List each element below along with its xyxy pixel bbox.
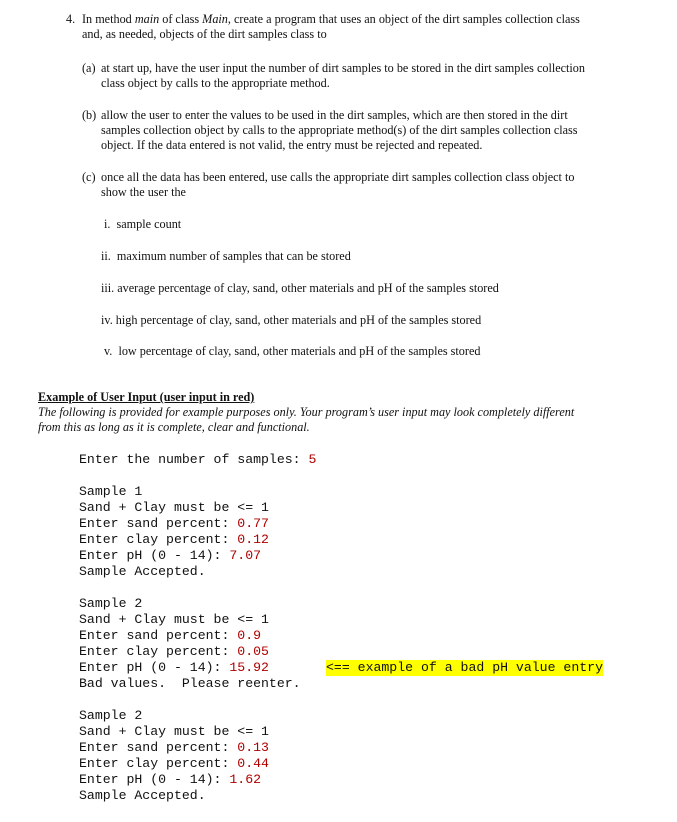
- part-b-line3: object. If the data entered is not valid, the entry must be rejected and repeated.: [101, 138, 483, 152]
- console-s1-ph: Enter pH (0 - 14): 7.07: [79, 548, 262, 563]
- item4-line1: In method main of class Main, create a program that uses an object of the dirt samples collection class: [82, 12, 580, 26]
- console-s2a-ph: Enter pH (0 - 14): 15.92: [79, 660, 269, 675]
- part-c-line2: show the user the: [101, 185, 186, 199]
- example-note-line1: The following is provided for example purposes only. Your program’s user input may look completely different: [38, 405, 575, 419]
- console-s2a-sand: Enter sand percent: 0.9: [79, 628, 262, 643]
- part-c-label: (c): [82, 170, 96, 184]
- console-s1-title: Sample 1: [79, 484, 143, 499]
- example-note-line2: from this as long as it is complete, clear and functional.: [38, 420, 310, 434]
- console-s1-rule: Sand + Clay must be <= 1: [79, 500, 269, 515]
- console-s2b-sand: Enter sand percent: 0.13: [79, 740, 269, 755]
- console-s2b-ph: Enter pH (0 - 14): 1.62: [79, 772, 262, 787]
- console-s2a-rule: Sand + Clay must be <= 1: [79, 612, 269, 627]
- console-s2b-clay: Enter clay percent: 0.44: [79, 756, 269, 771]
- console-s1-sand: Enter sand percent: 0.77: [79, 516, 269, 531]
- part-b-line2: samples collection object by calls to the appropriate method(s) of the dirt samples collection class: [101, 123, 578, 137]
- console-s1-clay: Enter clay percent: 0.12: [79, 532, 269, 547]
- subitem-v: v. low percentage of clay, sand, other materials and pH of the samples stored: [104, 344, 481, 358]
- console-s2b-result: Sample Accepted.: [79, 788, 206, 803]
- subitem-iv: iv. high percentage of clay, sand, other materials and pH of the samples stored: [101, 313, 482, 327]
- part-a-line1: at start up, have the user input the number of dirt samples to be stored in the dirt samples collection: [101, 61, 585, 75]
- part-b-line1: allow the user to enter the values to be used in the dirt samples, which are then stored in the dirt: [101, 108, 568, 122]
- subitem-iii: iii. average percentage of clay, sand, other materials and pH of the samples stored: [101, 281, 499, 295]
- bad-ph-annotation: <== example of a bad pH value entry: [326, 660, 603, 675]
- console-s2a-result: Bad values. Please reenter.: [79, 676, 301, 691]
- part-a-label: (a): [82, 61, 96, 75]
- console-s1-result: Sample Accepted.: [79, 564, 206, 579]
- item-number: 4.: [66, 12, 76, 26]
- console-num-samples: Enter the number of samples: 5: [79, 452, 317, 467]
- item4-line2: and, as needed, objects of the dirt samples class to: [82, 27, 327, 41]
- console-s2b-rule: Sand + Clay must be <= 1: [79, 724, 269, 739]
- example-heading: Example of User Input (user input in red): [38, 390, 255, 404]
- part-c-line1: once all the data has been entered, use calls the appropriate dirt samples collection class object to: [101, 170, 575, 184]
- console-s2b-title: Sample 2: [79, 708, 143, 723]
- console-s2a-title: Sample 2: [79, 596, 143, 611]
- part-a-line2: class object by calls to the appropriate method.: [101, 76, 330, 90]
- subitem-i: i. sample count: [104, 217, 182, 231]
- part-b-label: (b): [82, 108, 97, 122]
- console-s2a-clay: Enter clay percent: 0.05: [79, 644, 269, 659]
- subitem-ii: ii. maximum number of samples that can be stored: [101, 249, 351, 263]
